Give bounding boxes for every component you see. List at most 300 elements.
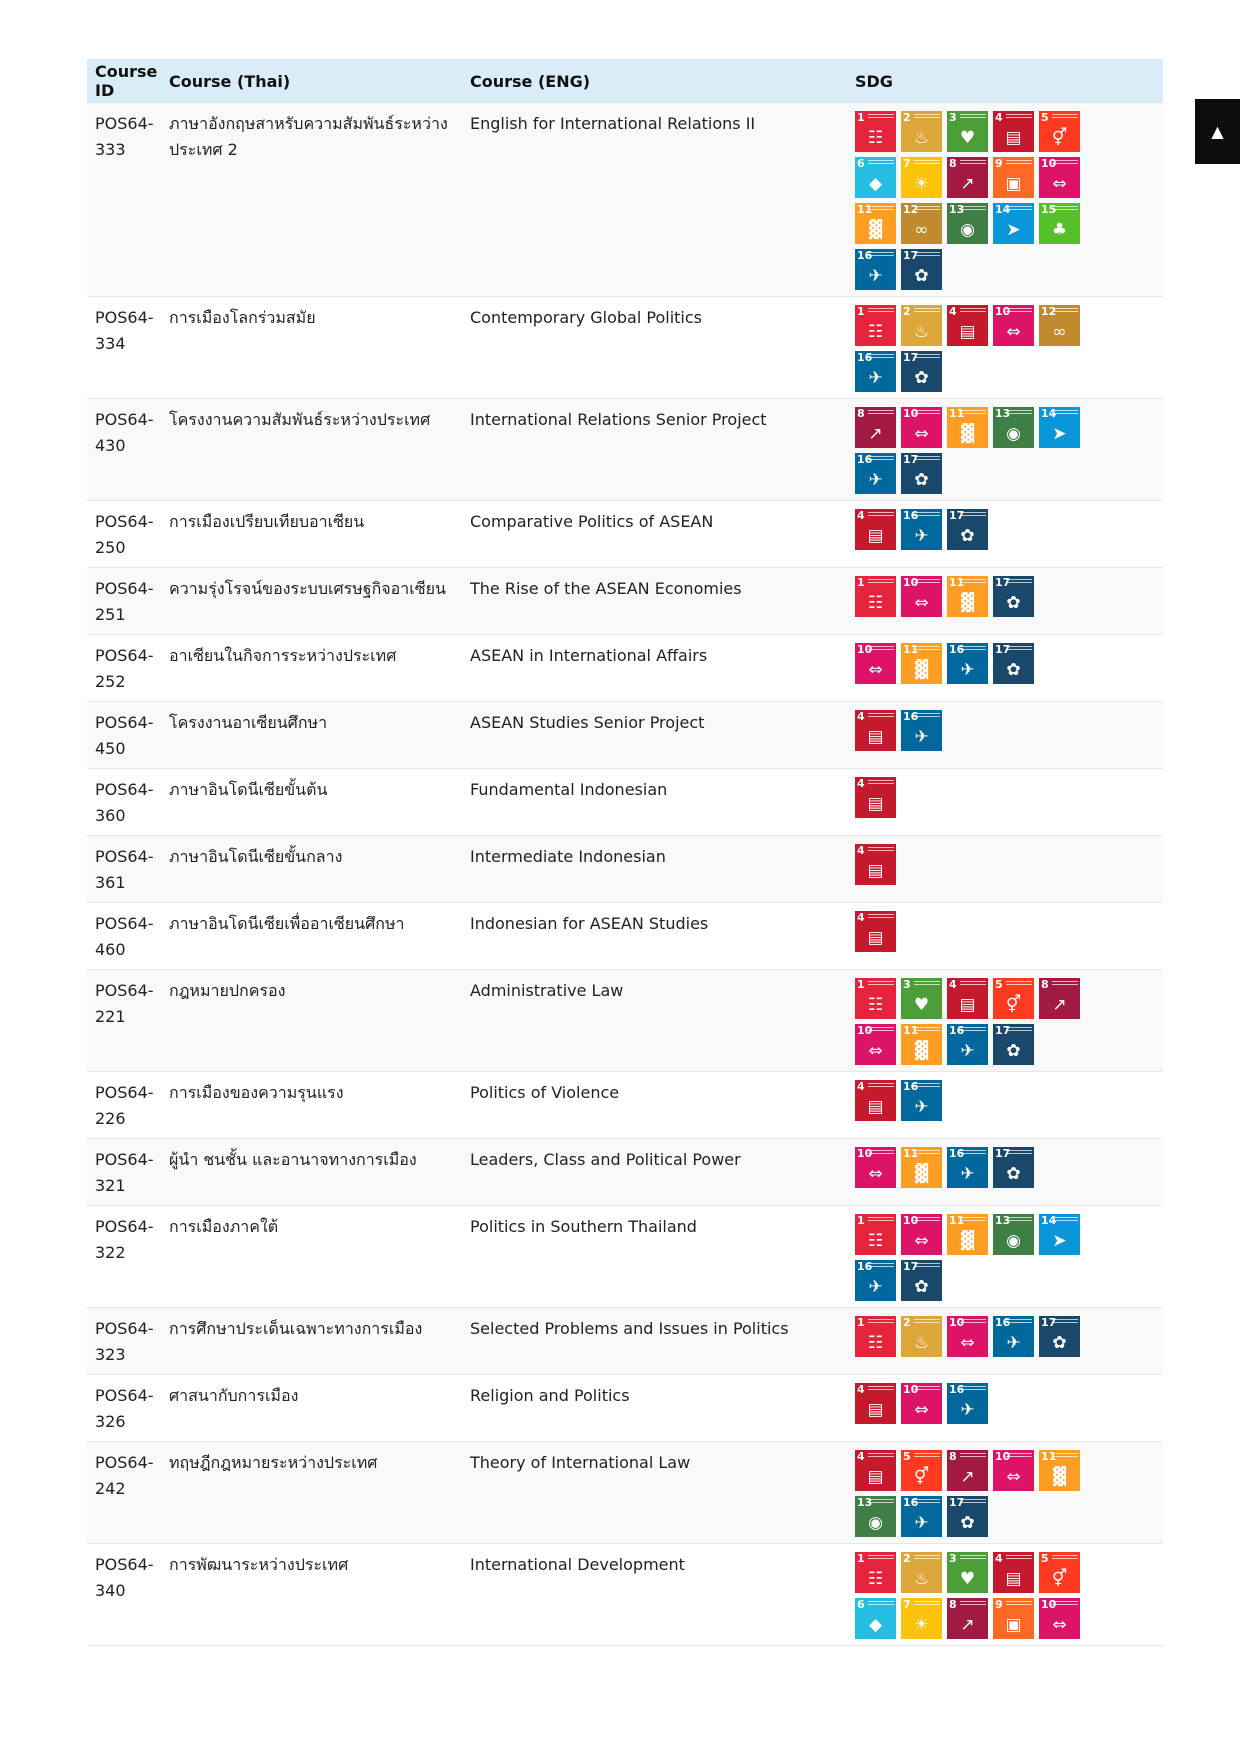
sdg-4-tile (855, 1450, 896, 1491)
table-row (87, 635, 1163, 702)
city-icon: ▓ (1052, 1467, 1067, 1487)
sdg-17-tile (901, 249, 942, 290)
sdg-10-tile (901, 576, 942, 617)
sdg-goal-caption (914, 1027, 940, 1031)
sdg-cell (847, 635, 1163, 702)
sdg-8-tile (947, 1450, 988, 1491)
sdg-goal-caption (1052, 1601, 1078, 1605)
sdg-icon-grid (855, 407, 1085, 494)
sdg-number: 10 (949, 1316, 965, 1329)
gender-icon: ⚥ (1005, 995, 1022, 1015)
sdg-goal-caption (868, 847, 894, 851)
course-thai-cell: ภาษาอังกฤษสาหรับความสัมพันธ์ระหว่างประเทศ 2 (161, 103, 462, 297)
sdg-1-tile (855, 978, 896, 1019)
sdg-goal-caption (960, 308, 986, 312)
sdg-icon-grid (855, 643, 1085, 684)
sdg-cell (847, 1544, 1163, 1646)
sdg-goal-caption (960, 512, 986, 516)
sdg-number: 1 (857, 978, 865, 991)
sdg-number: 2 (903, 305, 911, 318)
sdg-goal-caption (914, 354, 940, 358)
sdg-17-tile (993, 1024, 1034, 1065)
sdg-cell (847, 501, 1163, 568)
sdg-number: 17 (949, 1496, 965, 1509)
sdg-goal-caption (868, 1263, 894, 1267)
family-icon: ☷ (867, 593, 884, 613)
sdg-icon-grid (855, 1147, 1085, 1188)
gender-icon: ⚥ (913, 1467, 930, 1487)
course-thai-cell: อาเซียนในกิจการระหว่างประเทศ (161, 635, 462, 702)
sdg-goal-caption (914, 456, 940, 460)
sdg-3-tile (947, 111, 988, 152)
scroll-to-top-button[interactable] (1195, 99, 1240, 164)
dove-icon: ✈ (868, 266, 883, 286)
sdg-goal-caption (868, 1555, 894, 1559)
equality-arrows-icon: ⇔ (868, 660, 883, 680)
sdg-goal-caption (868, 206, 894, 210)
sdg-icon-grid (855, 509, 1085, 550)
sdg-goal-caption (868, 1217, 894, 1221)
sdg-goal-caption (868, 914, 894, 918)
sdg-icon-grid (855, 1080, 1085, 1121)
sdg-goal-caption (960, 1555, 986, 1559)
course-thai-cell: ภาษาอินโดนีเซียขั้นต้น (161, 769, 462, 836)
rings-icon: ✿ (960, 526, 975, 546)
sdg-1-tile (855, 1552, 896, 1593)
sdg-4-tile (855, 844, 896, 885)
book-icon: ▤ (867, 861, 884, 881)
sdg-number: 12 (903, 203, 919, 216)
course-id-cell: POS64-251 (87, 568, 161, 635)
family-icon: ☷ (867, 128, 884, 148)
sdg-goal-caption (868, 981, 894, 985)
sdg-number: 6 (857, 1598, 865, 1611)
sdg-goal-caption (1006, 160, 1032, 164)
sdg-number: 1 (857, 576, 865, 589)
sdg-goal-caption (1006, 1150, 1032, 1154)
table-row (87, 399, 1163, 501)
course-sdg-table (87, 59, 1163, 1646)
sdg-number: 17 (995, 1147, 1011, 1160)
course-eng-cell: Theory of International Law (462, 1442, 847, 1544)
rings-icon: ✿ (1006, 660, 1021, 680)
sdg-11-tile (947, 576, 988, 617)
sdg-number: 14 (1041, 407, 1057, 420)
sdg-icon-grid (855, 305, 1085, 392)
sdg-goal-caption (868, 780, 894, 784)
sdg-number: 10 (857, 1147, 873, 1160)
rings-icon: ✿ (1006, 1041, 1021, 1061)
sdg-goal-caption (914, 1263, 940, 1267)
sdg-number: 1 (857, 111, 865, 124)
equality-arrows-icon: ⇔ (1052, 1615, 1067, 1635)
course-eng-cell: Comparative Politics of ASEAN (462, 501, 847, 568)
sdg-11-tile (901, 643, 942, 684)
family-icon: ☷ (867, 1333, 884, 1353)
sdg-17-tile (947, 1496, 988, 1537)
course-eng-cell: ASEAN Studies Senior Project (462, 702, 847, 769)
book-icon: ▤ (867, 928, 884, 948)
sdg-7-tile (901, 157, 942, 198)
dove-icon: ✈ (914, 526, 929, 546)
city-icon: ▓ (960, 1231, 975, 1251)
table-body (87, 103, 1163, 1646)
dove-icon: ✈ (868, 368, 883, 388)
course-eng-cell: Indonesian for ASEAN Studies (462, 903, 847, 970)
course-thai-cell: ผู้นำ ชนชั้น และอานาจทางการเมือง (161, 1139, 462, 1206)
sdg-number: 11 (903, 643, 919, 656)
table-row (87, 1139, 1163, 1206)
sdg-10-tile (993, 305, 1034, 346)
sdg-number: 7 (903, 157, 911, 170)
sdg-goal-caption (914, 981, 940, 985)
sdg-goal-caption (914, 1499, 940, 1503)
course-eng-cell: Politics of Violence (462, 1072, 847, 1139)
dove-icon: ✈ (914, 1097, 929, 1117)
course-eng-cell: Contemporary Global Politics (462, 297, 847, 399)
table-row (87, 970, 1163, 1072)
course-id-cell: POS64-252 (87, 635, 161, 702)
growth-chart-icon: ↗ (960, 1615, 975, 1635)
sdg-number: 16 (949, 643, 965, 656)
eye-earth-icon: ◉ (960, 220, 975, 240)
sdg-number: 4 (949, 978, 957, 991)
cubes-icon: ▣ (1005, 1615, 1022, 1635)
dove-icon: ✈ (914, 727, 929, 747)
sdg-4-tile (855, 911, 896, 952)
sdg-number: 11 (903, 1147, 919, 1160)
sdg-11-tile (947, 1214, 988, 1255)
sdg-goal-caption (868, 1319, 894, 1323)
family-icon: ☷ (867, 1569, 884, 1589)
sdg-goal-caption (868, 1499, 894, 1503)
course-eng-cell: Administrative Law (462, 970, 847, 1072)
sdg-goal-caption (960, 160, 986, 164)
sdg-4-tile (855, 1383, 896, 1424)
sdg-16-tile (947, 1383, 988, 1424)
sdg-goal-caption (868, 579, 894, 583)
sdg-number: 7 (903, 1598, 911, 1611)
sdg-16-tile (947, 1147, 988, 1188)
sdg-goal-caption (960, 410, 986, 414)
sdg-number: 10 (903, 1214, 919, 1227)
sdg-13-tile (993, 1214, 1034, 1255)
sdg-number: 8 (857, 407, 865, 420)
tree-icon: ♣ (1051, 220, 1068, 240)
course-id-cell: POS64-360 (87, 769, 161, 836)
sdg-cell (847, 970, 1163, 1072)
sdg-cell (847, 1375, 1163, 1442)
dove-icon: ✈ (868, 1277, 883, 1297)
course-eng-cell: English for International Relations II (462, 103, 847, 297)
table-row (87, 1072, 1163, 1139)
course-id-cell: POS64-321 (87, 1139, 161, 1206)
course-thai-cell: ความรุ่งโรจน์ของระบบเศรษฐกิจอาเซียน (161, 568, 462, 635)
sdg-cell (847, 769, 1163, 836)
sdg-number: 13 (995, 407, 1011, 420)
sdg-icon-grid (855, 1450, 1085, 1537)
sdg-goal-caption (868, 646, 894, 650)
book-icon: ▤ (867, 1400, 884, 1420)
equality-arrows-icon: ⇔ (914, 1400, 929, 1420)
sdg-goal-caption (960, 981, 986, 985)
sdg-number: 11 (949, 576, 965, 589)
book-icon: ▤ (867, 794, 884, 814)
sdg-goal-caption (1006, 981, 1032, 985)
sdg-icon-grid (855, 1552, 1085, 1639)
sdg-5-tile (1039, 111, 1080, 152)
sdg-number: 9 (995, 1598, 1003, 1611)
course-eng-cell: Fundamental Indonesian (462, 769, 847, 836)
sdg-goal-caption (868, 308, 894, 312)
sdg-cell (847, 702, 1163, 769)
course-id-cell: POS64-430 (87, 399, 161, 501)
course-thai-cell: โครงงานความสัมพันธ์ระหว่างประเทศ (161, 399, 462, 501)
course-thai-cell: การเมืองเปรียบเทียบอาเซียน (161, 501, 462, 568)
equality-arrows-icon: ⇔ (1006, 1467, 1021, 1487)
sdg-goal-caption (1006, 1027, 1032, 1031)
sdg-goal-caption (1006, 646, 1032, 650)
table-row (87, 501, 1163, 568)
sdg-number: 8 (949, 1598, 957, 1611)
sdg-14-tile (1039, 1214, 1080, 1255)
sdg-number: 10 (1041, 157, 1057, 170)
book-icon: ▤ (959, 995, 976, 1015)
heartbeat-icon: ♥ (959, 1569, 976, 1589)
rings-icon: ✿ (1052, 1333, 1067, 1353)
book-icon: ▤ (867, 526, 884, 546)
sdg-16-tile (855, 1260, 896, 1301)
fish-icon: ➤ (1052, 1231, 1067, 1251)
sdg-10-tile (901, 1383, 942, 1424)
sdg-13-tile (947, 203, 988, 244)
sdg-9-tile (993, 157, 1034, 198)
header-sdg: SDG (847, 59, 1163, 103)
sdg-icon-grid (855, 777, 1085, 818)
course-thai-cell: การพัฒนาระหว่างประเทศ (161, 1544, 462, 1646)
sun-icon: ☀ (913, 174, 930, 194)
sdg-2-tile (901, 1316, 942, 1357)
header-row (87, 59, 1163, 103)
heartbeat-icon: ♥ (913, 995, 930, 1015)
sdg-number: 11 (949, 1214, 965, 1227)
sdg-4-tile (993, 1552, 1034, 1593)
sdg-goal-caption (960, 114, 986, 118)
sdg-number: 16 (949, 1147, 965, 1160)
course-eng-cell: Intermediate Indonesian (462, 836, 847, 903)
sdg-17-tile (993, 576, 1034, 617)
table-header (87, 59, 1163, 103)
sdg-goal-caption (960, 1499, 986, 1503)
sdg-number: 17 (903, 351, 919, 364)
course-id-cell: POS64-326 (87, 1375, 161, 1442)
sdg-number: 11 (949, 407, 965, 420)
sdg-13-tile (993, 407, 1034, 448)
sdg-goal-caption (914, 579, 940, 583)
sdg-goal-caption (1052, 308, 1078, 312)
course-id-cell: POS64-242 (87, 1442, 161, 1544)
sdg-goal-caption (914, 252, 940, 256)
sdg-17-tile (901, 1260, 942, 1301)
sdg-number: 11 (857, 203, 873, 216)
sdg-number: 4 (857, 710, 865, 723)
table-row (87, 297, 1163, 399)
sdg-number: 15 (1041, 203, 1057, 216)
sdg-goal-caption (1006, 1453, 1032, 1457)
city-icon: ▓ (914, 660, 929, 680)
sdg-goal-caption (1006, 579, 1032, 583)
sdg-16-tile (947, 1024, 988, 1065)
sdg-number: 4 (995, 111, 1003, 124)
sdg-10-tile (1039, 157, 1080, 198)
sdg-17-tile (1039, 1316, 1080, 1357)
sdg-8-tile (947, 157, 988, 198)
sdg-16-tile (901, 710, 942, 751)
sdg-cell (847, 1308, 1163, 1375)
sdg-goal-caption (914, 410, 940, 414)
table-row (87, 1375, 1163, 1442)
sdg-icon-grid (855, 844, 1085, 885)
sdg-number: 11 (903, 1024, 919, 1037)
sdg-cell (847, 399, 1163, 501)
sdg-16-tile (947, 643, 988, 684)
sdg-goal-caption (1006, 1319, 1032, 1323)
sdg-number: 1 (857, 1552, 865, 1565)
sdg-cell (847, 1072, 1163, 1139)
bowl-icon: ♨ (913, 1333, 930, 1353)
sdg-goal-caption (868, 410, 894, 414)
sdg-number: 16 (903, 509, 919, 522)
sdg-16-tile (855, 351, 896, 392)
sdg-number: 16 (857, 351, 873, 364)
sdg-14-tile (1039, 407, 1080, 448)
sdg-number: 16 (857, 249, 873, 262)
sdg-number: 16 (995, 1316, 1011, 1329)
rings-icon: ✿ (914, 470, 929, 490)
sdg-number: 1 (857, 1214, 865, 1227)
sdg-number: 8 (949, 157, 957, 170)
sdg-number: 17 (949, 509, 965, 522)
sdg-goal-caption (868, 1386, 894, 1390)
gender-icon: ⚥ (1051, 1569, 1068, 1589)
dove-icon: ✈ (914, 1513, 929, 1533)
sdg-number: 8 (949, 1450, 957, 1463)
equality-arrows-icon: ⇔ (914, 593, 929, 613)
table-row (87, 1206, 1163, 1308)
sdg-number: 13 (949, 203, 965, 216)
growth-chart-icon: ↗ (960, 1467, 975, 1487)
equality-arrows-icon: ⇔ (914, 1231, 929, 1251)
book-icon: ▤ (867, 1467, 884, 1487)
sdg-goal-caption (914, 646, 940, 650)
growth-chart-icon: ↗ (960, 174, 975, 194)
book-icon: ▤ (959, 322, 976, 342)
sdg-4-tile (993, 111, 1034, 152)
sdg-16-tile (901, 509, 942, 550)
sdg-3-tile (947, 1552, 988, 1593)
sdg-goal-caption (1052, 1555, 1078, 1559)
sdg-11-tile (901, 1024, 942, 1065)
sdg-4-tile (855, 777, 896, 818)
course-sdg-table-container (87, 59, 1163, 1646)
sdg-goal-caption (868, 252, 894, 256)
sdg-3-tile (901, 978, 942, 1019)
sdg-number: 2 (903, 1316, 911, 1329)
course-id-cell: POS64-334 (87, 297, 161, 399)
sdg-goal-caption (914, 512, 940, 516)
sdg-number: 16 (949, 1383, 965, 1396)
sdg-10-tile (855, 1147, 896, 1188)
sdg-number: 16 (903, 1496, 919, 1509)
sdg-goal-caption (868, 1027, 894, 1031)
sdg-17-tile (993, 643, 1034, 684)
city-icon: ▓ (868, 220, 883, 240)
sdg-1-tile (855, 1214, 896, 1255)
sdg-5-tile (901, 1450, 942, 1491)
sdg-goal-caption (868, 160, 894, 164)
heartbeat-icon: ♥ (959, 128, 976, 148)
dove-icon: ✈ (868, 470, 883, 490)
family-icon: ☷ (867, 322, 884, 342)
sdg-goal-caption (914, 1386, 940, 1390)
sdg-goal-caption (914, 1150, 940, 1154)
sdg-number: 5 (1041, 111, 1049, 124)
sdg-goal-caption (868, 114, 894, 118)
sdg-number: 1 (857, 305, 865, 318)
sdg-goal-caption (868, 1083, 894, 1087)
course-thai-cell: การเมืองโลกร่วมสมัย (161, 297, 462, 399)
family-icon: ☷ (867, 1231, 884, 1251)
sdg-goal-caption (868, 1601, 894, 1605)
sdg-goal-caption (868, 713, 894, 717)
water-drop-icon: ◆ (868, 174, 883, 194)
book-icon: ▤ (867, 1097, 884, 1117)
sdg-number: 17 (1041, 1316, 1057, 1329)
rings-icon: ✿ (960, 1513, 975, 1533)
sdg-10-tile (855, 643, 896, 684)
sdg-cell (847, 1139, 1163, 1206)
sdg-number: 1 (857, 1316, 865, 1329)
sdg-goal-caption (914, 1555, 940, 1559)
sdg-goal-caption (960, 1453, 986, 1457)
sdg-goal-caption (960, 579, 986, 583)
sdg-2-tile (901, 111, 942, 152)
book-icon: ▤ (1005, 1569, 1022, 1589)
sdg-number: 16 (903, 1080, 919, 1093)
sdg-number: 17 (995, 576, 1011, 589)
growth-chart-icon: ↗ (1052, 995, 1067, 1015)
course-id-cell: POS64-323 (87, 1308, 161, 1375)
rings-icon: ✿ (914, 368, 929, 388)
course-id-cell: POS64-250 (87, 501, 161, 568)
sdg-number: 4 (995, 1552, 1003, 1565)
table-row (87, 1308, 1163, 1375)
sdg-number: 4 (857, 509, 865, 522)
sdg-goal-caption (1052, 160, 1078, 164)
sdg-goal-caption (1052, 1453, 1078, 1457)
sdg-12-tile (901, 203, 942, 244)
course-thai-cell: การเมืองของความรุนแรง (161, 1072, 462, 1139)
sdg-9-tile (993, 1598, 1034, 1639)
sdg-16-tile (993, 1316, 1034, 1357)
sdg-number: 17 (995, 1024, 1011, 1037)
course-id-cell: POS64-340 (87, 1544, 161, 1646)
sdg-goal-caption (1006, 206, 1032, 210)
sdg-goal-caption (868, 1453, 894, 1457)
sdg-10-tile (993, 1450, 1034, 1491)
sdg-goal-caption (960, 1217, 986, 1221)
book-icon: ▤ (1005, 128, 1022, 148)
